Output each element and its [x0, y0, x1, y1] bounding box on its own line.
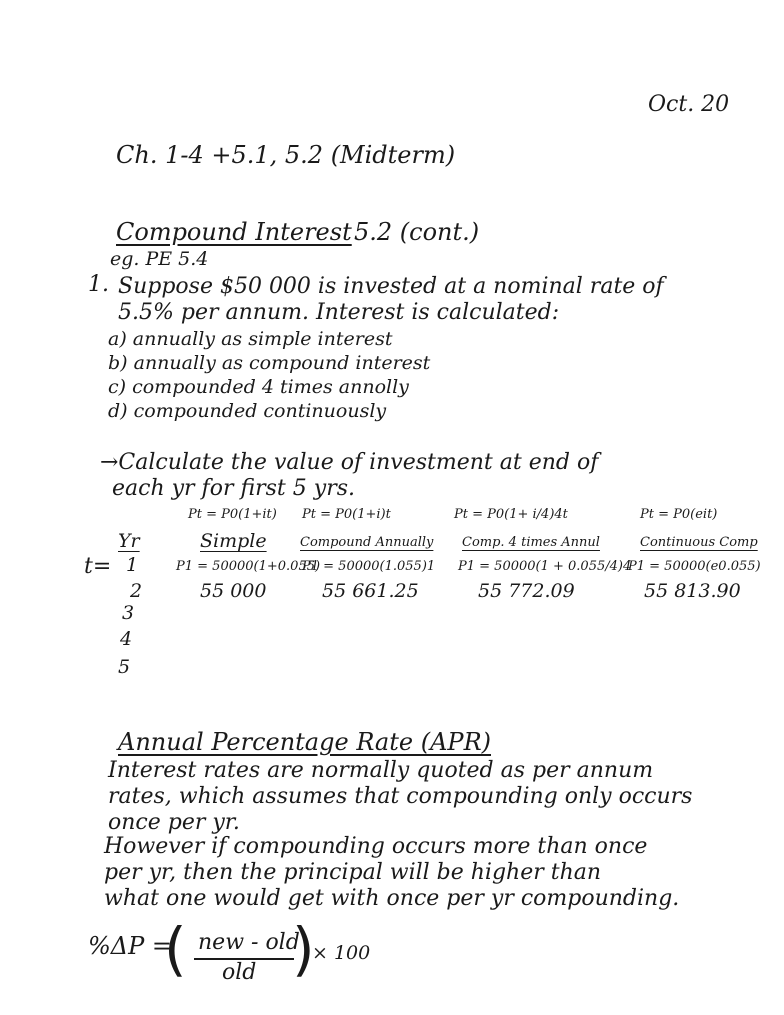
row1-compound: P1 = 50000(1.055)1: [302, 559, 436, 574]
apr-line: Interest rates are normally quoted as per annum: [108, 758, 654, 783]
formula-left-paren: (: [164, 915, 187, 983]
formula-continuous: Pt = P0(eit): [640, 507, 718, 522]
apr-title: Annual Percentage Rate (APR): [118, 728, 491, 756]
task-line: →Calculate the value of investment at end of: [100, 450, 599, 475]
apr-line: rates, which assumes that compounding only occurs: [108, 784, 693, 809]
apr-line: once per yr.: [108, 810, 240, 835]
problem-option-d: d) compounded continuously: [108, 400, 387, 422]
apr-line: per yr, then the principal will be higher than: [104, 860, 602, 885]
row1-quarterly: P1 = 50000(1 + 0.055/4)4: [458, 559, 632, 574]
problem-option-b: b) annually as compound interest: [108, 352, 431, 374]
apr-line: However if compounding occurs more than once: [104, 834, 648, 859]
problem-line: 5.5% per annum. Interest is calculated:: [118, 300, 560, 325]
formula-right-paren: ): [292, 915, 315, 983]
row1-continuous: P1 = 50000(e0.055): [628, 559, 761, 574]
problem-line: Suppose $50 000 is invested at a nominal rate of: [118, 274, 664, 299]
header-simple: Simple: [200, 530, 267, 552]
year-label: 5: [118, 656, 131, 678]
problem-option-a: a) annually as simple interest: [108, 328, 393, 350]
header-compound: Compound Annually: [300, 535, 434, 550]
task-line: each yr for first 5 yrs.: [112, 476, 355, 501]
year-label: 3: [122, 602, 135, 624]
date-label: Oct. 20: [648, 92, 730, 117]
row1-simple: P1 = 50000(1+0.055): [176, 559, 321, 574]
formula-quarterly: Pt = P0(1+ i/4)4t: [454, 507, 568, 522]
formula-numerator: new - old: [198, 930, 300, 955]
example-label: eg. PE 5.4: [110, 248, 209, 270]
row2-quarterly: 55 772.09: [478, 580, 575, 602]
formula-compound: Pt = P0(1+i)t: [302, 507, 391, 522]
row2-year: 2: [130, 580, 143, 602]
section-number: 5.2 (cont.): [354, 218, 480, 246]
row2-simple: 55 000: [200, 580, 267, 602]
compound-interest-title: Compound Interest: [116, 218, 352, 246]
header-continuous: Continuous Comp: [640, 535, 758, 550]
year-label: 4: [120, 628, 133, 650]
header-year: Yr: [118, 530, 140, 552]
apr-line: what one would get with once per yr compounding.: [104, 886, 680, 911]
topic-line: Ch. 1-4 +5.1, 5.2 (Midterm): [116, 141, 456, 169]
row-variable-label: t=: [84, 554, 112, 579]
row2-continuous: 55 813.90: [644, 580, 741, 602]
formula-denominator: old: [222, 960, 257, 985]
row2-compound: 55 661.25: [322, 580, 419, 602]
problem-number: 1.: [88, 272, 109, 297]
formula-simple: Pt = P0(1+it): [188, 507, 277, 522]
formula-lhs: %ΔP =: [88, 932, 173, 960]
header-quarterly: Comp. 4 times Annul: [462, 535, 600, 550]
problem-option-c: c) compounded 4 times annolly: [108, 376, 409, 398]
formula-multiplier: × 100: [312, 942, 371, 964]
row1-year: 1: [126, 554, 139, 576]
